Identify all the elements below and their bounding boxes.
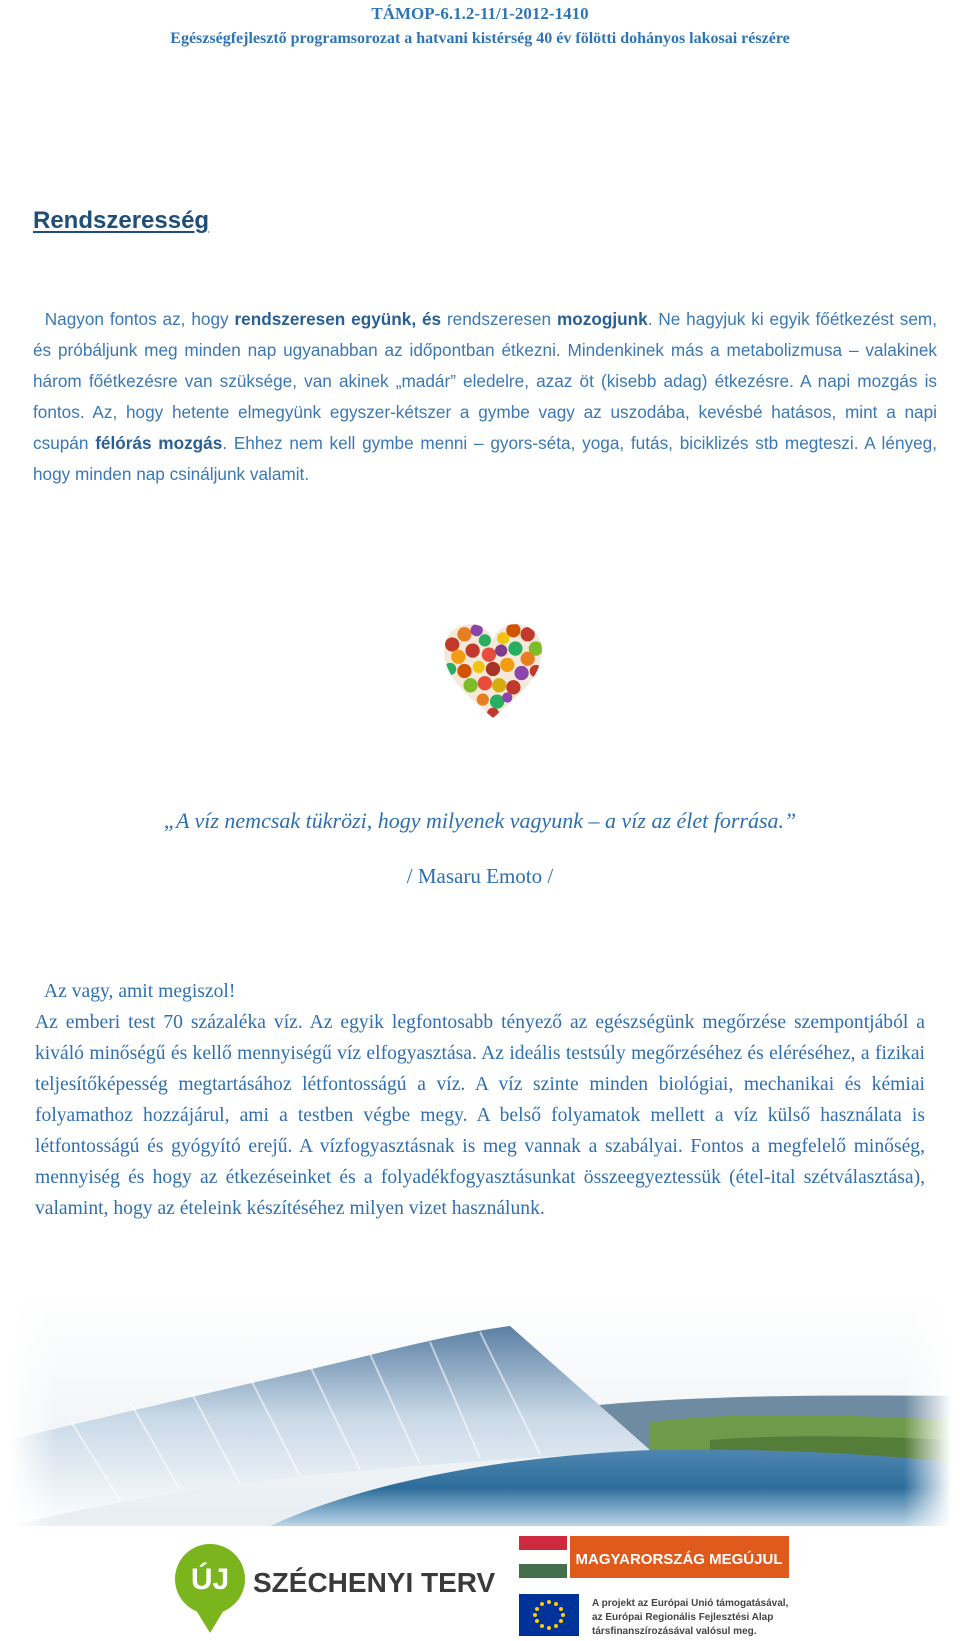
- paragraph-body: Az emberi test 70 százaléka víz. Az egyik legfontosabb tényező az egészségünk megőrzése szempontjából a kiváló minőségű és kellő mennyiségű víz elfogyasztása. Az ideális testsúly megőrzéséhez és eléréséhez, a fizikai teljesítőképesség megtartásához létfontosságú a víz. A víz szinte minden biológiai, mechanikai és kémiai folyamathoz hozzájárul, ami a testben végbe megy. A belső folyamatok mellett a víz külső használata is létfontosságú és gyógyító erejű. A vízfogyasztásnak is meg vannak a szabályai. Fontos a megfelelő minőség, mennyiség és hogy az étkezéseinket és a folyadékfogyasztásunkat összeegyeztessük (étel-ital szétválasztása), valamint, hogy az ételeink készítéséhez milyen vizet használunk.: [35, 1012, 925, 1219]
- eu-text-line3: társfinanszírozásával valósul meg.: [592, 1626, 757, 1637]
- hungarian-flag: [519, 1536, 567, 1578]
- text-span: rendszeresen: [441, 309, 557, 329]
- bold-text: rendszeresen együnk, és: [234, 309, 442, 329]
- eu-text-line2: az Európai Regionális Fejlesztési Alap: [592, 1612, 774, 1623]
- szechenyi-terv-logo: [175, 1544, 496, 1633]
- logo-uj-text: ÚJ: [190, 1563, 230, 1596]
- paragraph-water: [35, 976, 925, 1224]
- quote-author: / Masaru Emoto /: [406, 864, 554, 888]
- logo-szechenyi-text: SZÉCHENYI TERV: [253, 1567, 496, 1598]
- text-span: . Ne hagyjuk ki egyik főétkezést sem, és próbáljunk meg minden nap ugyanabban az időpontban étkezni. Mindenkinek más a metabolizmusa – valakinek három főétkezésre van szüksége, van akinek „madár” eledelre, azaz öt (kisebb adag) étkezésre. A napi mozgás is fontos. Az, hogy hetente elmegyünk egyszer-kétszer a gymbe vagy az uszodába, kevésbé hatásos, mint a napi csupán: [33, 309, 937, 453]
- quote-text: „A víz nemcsak tükrözi, hogy milyenek vagyunk – a víz az élet forrása.”: [163, 808, 797, 833]
- text-span: . Ehhez nem kell gymbe menni – gyors-séta, yoga, futás, biciklizés stb megteszi. A lényeg, hogy minden nap csináljunk valamit.: [33, 433, 937, 484]
- bold-text: mozogjunk: [556, 309, 648, 329]
- section-title: Rendszeresség: [33, 207, 210, 234]
- bold-text: félórás mozgás: [95, 433, 223, 453]
- program-title: Egészségfejlesztő programsorozat a hatvani kistérség 40 év fölötti dohányos lakosai részére: [170, 30, 790, 47]
- banner-text: MAGYARORSZÁG MEGÚJUL: [575, 1551, 783, 1568]
- heart-of-fruits-image: [442, 622, 544, 720]
- waterfall-image: [10, 1290, 951, 1526]
- eu-flag: [519, 1594, 579, 1636]
- project-code: TÁMOP-6.1.2-11/1-2012-1410: [371, 4, 589, 23]
- paragraph-regularity: [33, 304, 937, 490]
- eu-text-line1: A projekt az Európai Unió támogatásával,: [592, 1598, 789, 1609]
- text-span: Nagyon fontos az, hogy: [44, 309, 235, 329]
- footer-logos: [0, 1532, 960, 1641]
- paragraph-first-line: Az vagy, amit megiszol!: [44, 981, 236, 1002]
